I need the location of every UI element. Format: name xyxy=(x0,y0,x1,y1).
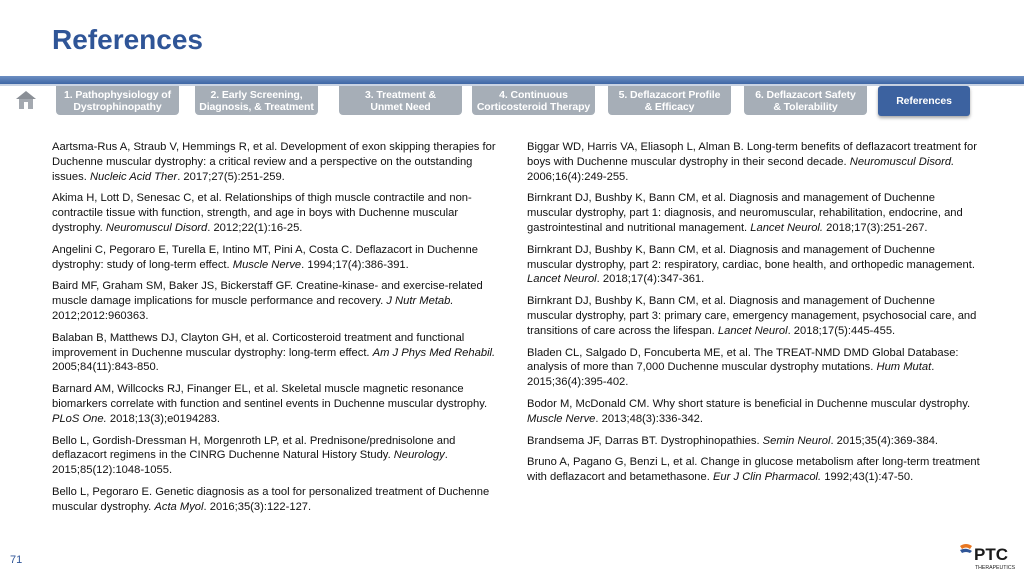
page-title: References xyxy=(52,24,203,55)
reference-item xyxy=(52,331,504,375)
tab-label: 5. Deflazacort Profile & Efficacy xyxy=(618,88,721,113)
reference-citation: . 2013;48(3):336-342. xyxy=(595,412,703,425)
tab-label: 1. Pathophysiology of Dystrophinopathy xyxy=(64,88,171,113)
reference-citation: 2005;84(11):843-850. xyxy=(52,361,159,374)
reference-citation: . 2015;36(4):395-402. xyxy=(527,361,935,389)
reference-citation: . 2018;17(4):347-361. xyxy=(596,273,705,286)
reference-citation: . 2017;27(5):251-259. xyxy=(177,170,285,183)
tab-treatment[interactable] xyxy=(339,86,462,115)
reference-journal: Neurology xyxy=(393,449,445,462)
reference-text: Biggar WD, Harris VA, Eliasoph L, Alman B. Long-term benefits of deflazacort treatment for boys with Duchenne muscular dystrophy in their second decade. xyxy=(527,141,977,168)
tab-references[interactable] xyxy=(878,86,970,116)
references-right-column xyxy=(527,140,982,492)
reference-item xyxy=(527,140,982,184)
reference-citation: . 2018;17(5):445-455. xyxy=(787,324,896,337)
reference-item xyxy=(527,294,982,338)
reference-text: Akima H, Lott D, Senesac C, et al. Relationships of thigh muscle contractile and non-contractile tissue with function, strength, and age in boys with Duchenne muscular dystrophy. xyxy=(52,192,472,234)
reference-journal: PLoS One. xyxy=(52,412,107,425)
reference-citation: 2018;17(3):251-267. xyxy=(823,221,928,234)
reference-text: Birnkrant DJ, Bushby K, Bann CM, et al. Diagnosis and management of Duchenne muscular dystrophy, part 1: diagnosis, and neuromuscular, rehabilitation, endocrine, and gastrointestinal and nutritional management. xyxy=(527,192,963,234)
reference-item xyxy=(52,279,504,323)
tab-label: 4. Continuous Corticosteroid Therapy xyxy=(476,88,591,113)
reference-item xyxy=(52,140,504,184)
reference-item xyxy=(52,434,504,478)
reference-text: Bodor M, McDonald CM. Why short stature is beneficial in Duchenne muscular dystrophy. xyxy=(527,397,971,410)
reference-item xyxy=(527,434,982,449)
header-band xyxy=(0,76,1024,84)
reference-text: Bello L, Gordish-Dressman H, Morgenroth LP, et al. Prednisone/prednisolone and deflazacort regimens in the CINRG Duchenne Natural History Study. xyxy=(52,434,456,462)
tab-pathophysiology[interactable] xyxy=(56,86,179,115)
reference-journal: Lancet Neurol xyxy=(717,324,788,337)
reference-item xyxy=(527,397,982,427)
tab-deflazacort-profile[interactable] xyxy=(608,86,731,115)
tab-label: References xyxy=(896,95,952,107)
tab-deflazacort-safety[interactable] xyxy=(744,86,867,115)
reference-text: Bruno A, Pagano G, Benzi L, et al. Change in glucose metabolism after long-term treatment with deflazacort and betamethasone. xyxy=(527,456,980,484)
reference-journal: Acta Myol xyxy=(154,500,204,513)
reference-citation: . 2015;85(12):1048-1055. xyxy=(52,449,448,477)
reference-item xyxy=(52,243,504,273)
reference-citation: 2006;16(4):249-255. xyxy=(527,170,629,183)
reference-journal: Hum Mutat xyxy=(876,361,932,374)
svg-text:THERAPEUTICS: THERAPEUTICS xyxy=(975,565,1016,571)
reference-item xyxy=(52,485,504,515)
reference-citation: . 1994;17(4):386-391. xyxy=(301,258,409,271)
reference-journal: Semin Neurol xyxy=(762,434,831,447)
reference-text: Bladen CL, Salgado D, Foncuberta ME, et al. The TREAT-NMD DMD Global Database: analysis of more than 7,000 Duchenne muscular dystrophy mutations. xyxy=(527,346,959,374)
reference-text: Birnkrant DJ, Bushby K, Bann CM, et al. Diagnosis and management of Duchenne muscular dystrophy, part 2: respiratory, cardiac, bone health, and orthopedic management. xyxy=(527,243,975,271)
reference-citation: . 2015;35(4):369-384. xyxy=(830,434,939,447)
reference-journal: Am J Phys Med Rehabil. xyxy=(372,346,496,359)
reference-journal: J Nutr Metab. xyxy=(386,295,454,308)
tab-label: 6. Deflazacort Safety & Tolerability xyxy=(755,88,856,113)
reference-item xyxy=(527,346,982,390)
reference-text: Barnard AM, Willcocks RJ, Finanger EL, et al. Skeletal muscle magnetic resonance biomarkers correlate with function and sentinel events in Duchenne muscular dystrophy. xyxy=(52,383,488,410)
tab-label: 2. Early Screening, Diagnosis, & Treatment xyxy=(199,88,314,113)
reference-journal: Muscle Nerve xyxy=(232,258,302,271)
tab-early-screening[interactable] xyxy=(195,86,318,115)
tab-label: 3. Treatment & Unmet Need xyxy=(365,88,436,113)
reference-text: Baird MF, Graham SM, Baker JS, Bickerstaff GF. Creatine-kinase- and exercise-related muscle damage implications for muscle performance and recovery. xyxy=(52,280,483,308)
reference-text: Aartsma-Rus A, Straub V, Hemmings R, et al. Development of exon skipping therapies for Duchenne muscular dystrophy: a critical review and a perspective on the outstanding issues. xyxy=(52,141,496,183)
svg-text:PTC: PTC xyxy=(974,545,1008,564)
reference-text: Brandsema JF, Darras BT. Dystrophinopathies. xyxy=(527,434,763,447)
reference-citation: 2012;2012:960363. xyxy=(52,309,149,322)
reference-journal: Neuromuscul Disord xyxy=(105,221,208,234)
reference-item xyxy=(527,191,982,235)
reference-item xyxy=(527,243,982,287)
reference-journal: Nucleic Acid Ther xyxy=(89,170,178,183)
page-number: 71 xyxy=(10,554,23,566)
home-icon[interactable] xyxy=(14,88,38,112)
tab-corticosteroid-therapy[interactable] xyxy=(472,86,595,115)
ptc-logo xyxy=(958,540,1018,572)
reference-journal: Neuromuscul Disord. xyxy=(849,155,955,168)
reference-text: Balaban B, Matthews DJ, Clayton GH, et al. Corticosteroid treatment and functional improvement in Duchenne muscular dystrophy: long-term effect. xyxy=(52,331,465,359)
reference-citation: . 2012;22(1):16-25. xyxy=(207,221,303,234)
reference-journal: Eur J Clin Pharmacol. xyxy=(712,471,822,484)
reference-text: Angelini C, Pegoraro E, Turella E, Intino MT, Pini A, Costa C. Deflazacort in Duchenne dystrophy: study of long-term effect. xyxy=(52,243,478,271)
reference-journal: Muscle Nerve xyxy=(527,412,596,425)
reference-journal: Lancet Neurol xyxy=(527,273,597,286)
reference-text: Bello L, Pegoraro E. Genetic diagnosis as a tool for personalized treatment of Duchenne muscular dystrophy. xyxy=(52,485,490,513)
reference-item xyxy=(52,191,504,235)
reference-citation: . 2016;35(3):122-127. xyxy=(203,500,312,513)
reference-citation: 2018;13(3);e0194283. xyxy=(106,412,220,425)
references-left-column xyxy=(52,140,504,522)
reference-item xyxy=(52,382,504,426)
reference-journal: Lancet Neurol. xyxy=(750,221,824,234)
reference-item xyxy=(527,455,982,485)
reference-citation: 1992;43(1):47-50. xyxy=(821,471,914,484)
reference-text: Birnkrant DJ, Bushby K, Bann CM, et al. Diagnosis and management of Duchenne muscular dystrophy, part 3: primary care, emergency management, psychosocial care, and transitions of care across the lifespan. xyxy=(527,295,977,337)
